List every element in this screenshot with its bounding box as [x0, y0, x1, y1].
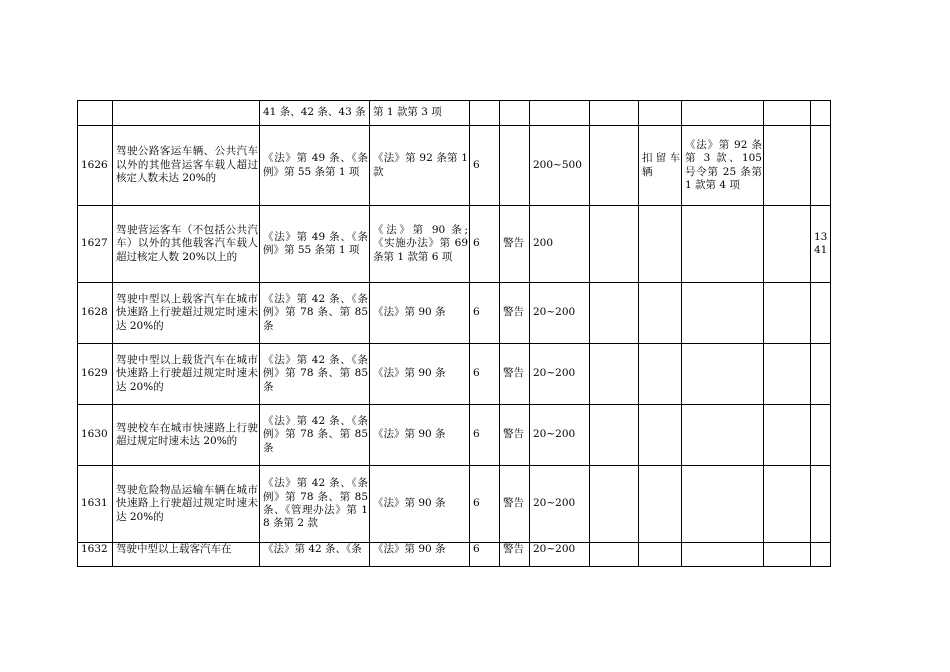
penalty-basis: 《法》第 90 条: [370, 466, 470, 543]
warning-cell: 警告: [500, 405, 530, 466]
empty-cell: [590, 101, 639, 126]
legal-basis: 《法》第 42 条、《条例》第 78 条、第 85 条: [260, 344, 370, 405]
violation-description: 驾驶公路客运车辆、公共汽车以外的其他营运客车载人超过核定人数未达 20%的: [113, 126, 260, 206]
table-row: [78, 283, 831, 344]
code-cell: [811, 466, 831, 543]
penalty-basis: 《法》第 90 条;《实施办法》第 69 条第 1 款第 6 项: [370, 206, 470, 283]
code-cell: [811, 283, 831, 344]
code-cell: [811, 126, 831, 206]
penalty-basis: 《法》第 90 条: [370, 543, 470, 567]
fine-amount: 200~500: [530, 126, 590, 206]
table-row: [78, 405, 831, 466]
demerit-points: 6: [470, 206, 500, 283]
legal-basis: 《法》第 42 条、《条: [260, 543, 370, 567]
violation-description: 驾驶中型以上载货汽车在城市快速路上行驶超过规定时速未达 20%的: [113, 344, 260, 405]
table-row: [78, 543, 831, 567]
row-number: 1632: [78, 543, 113, 567]
table-row: [78, 126, 831, 206]
empty-cell: [590, 543, 639, 567]
demerit-points: 6: [470, 126, 500, 206]
table-body: [78, 101, 831, 567]
legal-basis: 《法》第 42 条、《条例》第 78 条、第 85 条: [260, 405, 370, 466]
penalty-basis: 第 1 款第 3 项: [370, 101, 470, 126]
warning-cell: [500, 101, 530, 126]
empty-cell: [590, 206, 639, 283]
empty-cell: [590, 466, 639, 543]
warning-cell: 警告: [500, 206, 530, 283]
legal-basis: 《法》第 42 条、《条例》第 78 条、第 85 条: [260, 283, 370, 344]
fine-amount: 20~200: [530, 405, 590, 466]
enforcement-measure: [639, 101, 682, 126]
penalty-basis: 《法》第 90 条: [370, 283, 470, 344]
warning-cell: 警告: [500, 344, 530, 405]
row-number: 1628: [78, 283, 113, 344]
violation-description: 驾驶校车在城市快速路上行驶超过规定时速未达 20%的: [113, 405, 260, 466]
enforcement-measure: 扣留车辆: [639, 126, 682, 206]
measure-basis: 《法》第 92 条第 3 款、105 号令第 25 条第 1 款第 4 项: [682, 126, 764, 206]
measure-basis: [682, 405, 764, 466]
warning-cell: [500, 126, 530, 206]
warning-cell: 警告: [500, 283, 530, 344]
measure-basis: [682, 466, 764, 543]
measure-basis: [682, 283, 764, 344]
measure-basis: [682, 101, 764, 126]
demerit-points: 6: [470, 543, 500, 567]
empty-cell: [590, 126, 639, 206]
penalty-basis: 《法》第 92 条第 1 款: [370, 126, 470, 206]
table-row: [78, 344, 831, 405]
fine-amount: [530, 101, 590, 126]
row-number: 1631: [78, 466, 113, 543]
demerit-points: 6: [470, 405, 500, 466]
violation-description: [113, 101, 260, 126]
code-cell: [811, 543, 831, 567]
legal-basis: 《法》第 42 条、《条例》第 78 条、第 85 条、《管理办法》第 18 条第 2 款: [260, 466, 370, 543]
penalty-basis: 《法》第 90 条: [370, 344, 470, 405]
empty-cell: [590, 344, 639, 405]
violation-description: 驾驶中型以上载客汽车在城市快速路上行驶超过规定时速未达 20%的: [113, 283, 260, 344]
violation-table: [77, 100, 831, 567]
violation-description: 驾驶中型以上载客汽车在: [113, 543, 260, 567]
empty-cell: [764, 126, 811, 206]
warning-cell: 警告: [500, 466, 530, 543]
warning-cell: 警告: [500, 543, 530, 567]
empty-cell: [590, 283, 639, 344]
empty-cell: [764, 466, 811, 543]
fine-amount: 20~200: [530, 283, 590, 344]
table-row: [78, 206, 831, 283]
fine-amount: 20~200: [530, 344, 590, 405]
fine-amount: 200: [530, 206, 590, 283]
empty-cell: [764, 344, 811, 405]
row-number: 1626: [78, 126, 113, 206]
demerit-points: [470, 101, 500, 126]
empty-cell: [590, 405, 639, 466]
code-cell: [811, 344, 831, 405]
legal-basis: 《法》第 49 条、《条例》第 55 条第 1 项: [260, 126, 370, 206]
enforcement-measure: [639, 466, 682, 543]
enforcement-measure: [639, 405, 682, 466]
code-cell: [811, 101, 831, 126]
empty-cell: [764, 543, 811, 567]
legal-basis: 41 条、42 条、43 条: [260, 101, 370, 126]
table-row: [78, 101, 831, 126]
empty-cell: [764, 101, 811, 126]
demerit-points: 6: [470, 466, 500, 543]
enforcement-measure: [639, 344, 682, 405]
row-number: [78, 101, 113, 126]
row-number: 1630: [78, 405, 113, 466]
fine-amount: 20~200: [530, 543, 590, 567]
measure-basis: [682, 543, 764, 567]
fine-amount: 20~200: [530, 466, 590, 543]
empty-cell: [764, 206, 811, 283]
code-cell: 1341: [811, 206, 831, 283]
penalty-basis: 《法》第 90 条: [370, 405, 470, 466]
empty-cell: [764, 405, 811, 466]
measure-basis: [682, 206, 764, 283]
enforcement-measure: [639, 206, 682, 283]
demerit-points: 6: [470, 344, 500, 405]
code-cell: [811, 405, 831, 466]
violation-description: 驾驶营运客车（不包括公共汽车）以外的其他载客汽车载人超过核定人数 20%以上的: [113, 206, 260, 283]
measure-basis: [682, 344, 764, 405]
enforcement-measure: [639, 543, 682, 567]
legal-basis: 《法》第 49 条、《条例》第 55 条第 1 项: [260, 206, 370, 283]
demerit-points: 6: [470, 283, 500, 344]
enforcement-measure: [639, 283, 682, 344]
row-number: 1627: [78, 206, 113, 283]
violation-description: 驾驶危险物品运输车辆在城市快速路上行驶超过规定时速未达 20%的: [113, 466, 260, 543]
empty-cell: [764, 283, 811, 344]
table-row: [78, 466, 831, 543]
row-number: 1629: [78, 344, 113, 405]
